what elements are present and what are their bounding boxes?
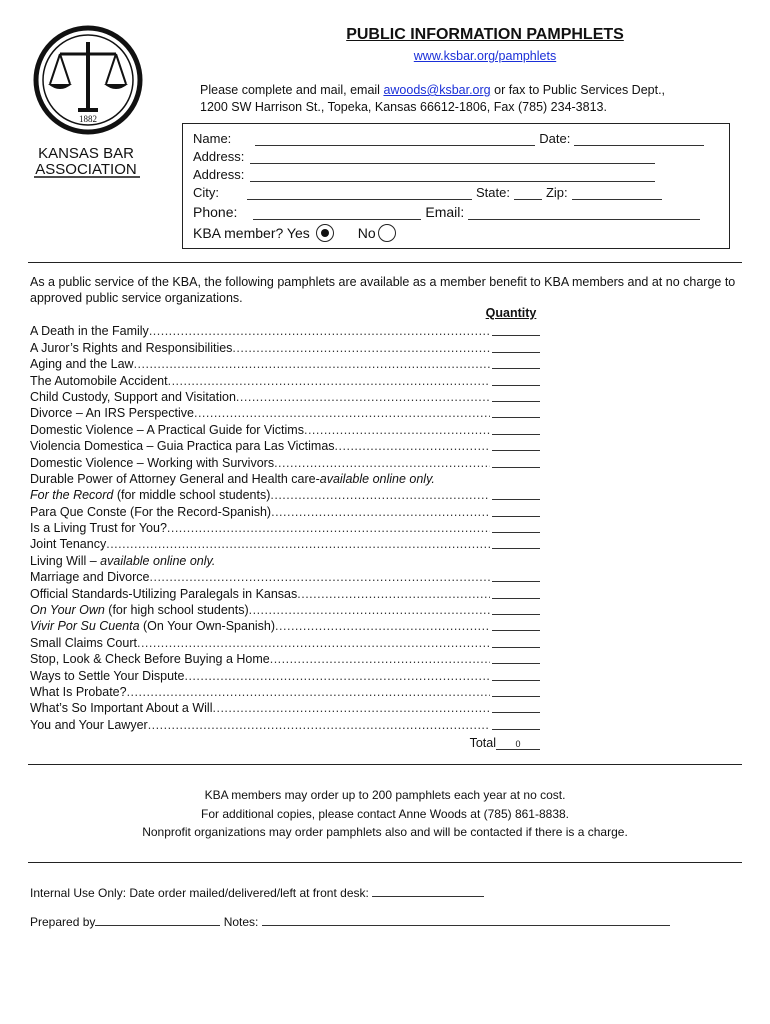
dot-leader [150, 570, 491, 584]
pamphlet-row [30, 355, 540, 371]
quantity-field[interactable] [492, 406, 540, 418]
address2-label: Address: [193, 167, 245, 182]
pamphlet-row [30, 371, 540, 387]
city-label: City: [193, 185, 219, 200]
instructions: Please complete and mail, email awoods@ksbar.org or fax to Public Services Dept., 1200 SW Harrison St., Topeka, Kansas 66612-1806, Fax (785) 234-3813. [200, 83, 666, 114]
pamphlet-row [30, 601, 540, 617]
quantity-field[interactable] [492, 652, 540, 664]
member-label: KBA member? Yes [193, 225, 310, 241]
pamphlet-title: Domestic Violence – A Practical Guide for Victims [30, 422, 304, 437]
quantity-field[interactable] [492, 570, 540, 582]
zip-label: Zip: [545, 185, 568, 200]
pamphlet-row [30, 551, 540, 567]
pamphlet-title: Ways to Settle Your Dispute [30, 668, 185, 683]
quantity-field[interactable] [492, 587, 540, 599]
pamphlet-row [30, 404, 540, 420]
pamphlet-row [30, 650, 540, 666]
pamphlet-title: Domestic Violence – Working with Survivors [30, 455, 275, 470]
dot-leader [274, 456, 490, 470]
pamphlet-row [30, 699, 540, 715]
prepared-by: Prepared by Notes: [30, 915, 670, 929]
quantity-field[interactable] [492, 374, 540, 386]
dot-leader [148, 718, 490, 732]
date-field[interactable] [574, 133, 704, 146]
member-no-radio[interactable] [378, 224, 396, 242]
quantity-field[interactable] [492, 341, 540, 353]
pamphlet-row [30, 470, 540, 486]
pamphlet-title: Stop, Look & Check Before Buying a Home [30, 652, 270, 667]
date-mailed-field[interactable] [372, 886, 484, 897]
pamphlet-title: Is a Living Trust for You? [30, 521, 167, 536]
logo-line1: KANSAS BAR [38, 145, 134, 162]
pamphlet-title: The Automobile Accident [30, 373, 168, 388]
pamphlet-row [30, 584, 540, 600]
pamphlet-row [30, 502, 540, 518]
address1-field[interactable] [250, 151, 655, 164]
quantity-field[interactable] [492, 619, 540, 631]
pamphlet-row [30, 568, 540, 584]
dot-leader [213, 701, 491, 715]
pamphlet-row [30, 535, 540, 551]
pamphlets-link[interactable]: www.ksbar.org/pamphlets [413, 49, 557, 63]
state-label: State: [476, 185, 510, 200]
contact-box [182, 123, 730, 249]
quantity-field[interactable] [492, 636, 540, 648]
member-no-label: No [357, 225, 376, 241]
dot-leader [304, 423, 490, 437]
intro-text: As a public service of the KBA, the following pamphlets are available as a member benefit to KBA members and at no charge to approved public service organizations. [30, 275, 736, 305]
pamphlet-title: You and Your Lawyer [30, 717, 148, 732]
address2-field[interactable] [250, 169, 655, 182]
pamphlet-row [30, 617, 540, 633]
quantity-field[interactable] [492, 537, 540, 549]
pamphlet-title: Durable Power of Attorney General and Health care-available online only. [30, 471, 435, 486]
dot-leader [270, 652, 490, 666]
dot-leader [271, 505, 490, 519]
pamphlet-row [30, 666, 540, 682]
quantity-field[interactable] [492, 439, 540, 451]
pamphlet-title: On Your Own (for high school students) [30, 603, 249, 618]
pamphlet-row [30, 388, 540, 404]
total-row: Total 0 [420, 736, 540, 750]
dot-leader [184, 669, 490, 683]
quantity-field[interactable] [492, 324, 540, 336]
pamphlet-row [30, 715, 540, 731]
footer-line: For additional copies, please contact Anne Woods at (785) 861-8838. [200, 806, 569, 821]
dot-leader [127, 685, 490, 699]
internal-use: Internal Use Only: Date order mailed/delivered/left at front desk: [30, 886, 484, 900]
phone-label: Phone: [193, 204, 238, 220]
dot-leader [297, 587, 490, 601]
quantity-field[interactable] [492, 669, 540, 681]
quantity-field[interactable] [492, 390, 540, 402]
dot-leader [249, 603, 490, 617]
footer-line: Nonprofit organizations may order pamphlets also and will be contacted if there is a charge. [142, 825, 628, 839]
pamphlet-row [30, 338, 540, 354]
divider [28, 764, 742, 765]
dot-leader [194, 406, 490, 420]
quantity-field[interactable] [492, 685, 540, 697]
date-label: Date: [539, 131, 571, 146]
footer-notes [28, 786, 742, 842]
pamphlet-title: Joint Tenancy [30, 537, 107, 552]
pamphlet-list [30, 322, 540, 732]
pamphlet-title: A Death in the Family [30, 324, 149, 339]
total-value: 0 [496, 739, 540, 750]
logo-line2: ASSOCIATION [35, 161, 137, 178]
pamphlet-title: Violencia Domestica – Guia Practica para Las Victimas [30, 439, 335, 454]
pamphlet-title: Official Standards-Utilizing Paralegals in Kansas [30, 586, 298, 601]
dot-leader [168, 374, 490, 388]
quantity-field[interactable] [492, 701, 540, 713]
quantity-field[interactable] [492, 505, 540, 517]
pamphlet-title: Vivir Por Su Cuenta (On Your Own-Spanish) [30, 619, 276, 634]
pamphlet-row [30, 322, 540, 338]
dot-leader [106, 537, 490, 551]
pamphlet-row [30, 453, 540, 469]
notes-field[interactable] [262, 915, 670, 926]
pamphlet-row [30, 420, 540, 436]
email-label: Email: [425, 204, 465, 220]
email-link[interactable]: awoods@ksbar.org [383, 83, 491, 97]
quantity-field[interactable] [492, 521, 540, 533]
pamphlet-row [30, 486, 540, 502]
member-yes-radio[interactable] [316, 224, 334, 242]
pamphlet-title: Small Claims Court [30, 635, 137, 650]
quantity-field[interactable] [492, 456, 540, 468]
dot-leader [335, 439, 490, 453]
dot-leader [236, 390, 490, 404]
city-field[interactable] [247, 187, 472, 200]
divider [28, 862, 742, 863]
pamphlet-row [30, 519, 540, 535]
email-field[interactable] [468, 207, 700, 220]
state-field[interactable] [514, 187, 542, 200]
pamphlet-title: Marriage and Divorce [30, 570, 150, 585]
prepared-by-field[interactable] [95, 915, 220, 926]
pamphlet-title: Child Custody, Support and Visitation [30, 389, 236, 404]
dot-leader [137, 636, 490, 650]
pamphlet-title: Para Que Conste (For the Record-Spanish) [30, 504, 272, 519]
pamphlet-row [30, 633, 540, 649]
dot-leader [275, 619, 490, 633]
quantity-header: Quantity [485, 306, 537, 320]
quantity-field[interactable] [492, 718, 540, 730]
divider [28, 262, 742, 263]
dot-leader [149, 324, 490, 338]
pamphlet-title: Living Will – available online only. [30, 553, 216, 568]
name-label: Name: [193, 131, 232, 146]
quantity-field[interactable] [492, 423, 540, 435]
pamphlet-title: Divorce – An IRS Perspective [30, 406, 194, 421]
pamphlet-row [30, 683, 540, 699]
pamphlet-title: What Is Probate? [30, 684, 127, 699]
page-title: PUBLIC INFORMATION PAMPHLETS [346, 26, 624, 43]
quantity-field[interactable] [492, 603, 540, 615]
quantity-field[interactable] [492, 357, 540, 369]
pamphlet-title: What’s So Important About a Will [30, 701, 213, 716]
address1-label: Address: [193, 149, 245, 164]
name-field[interactable] [255, 133, 535, 146]
kba-logo [28, 22, 148, 184]
dot-leader [167, 521, 490, 535]
phone-field[interactable] [253, 207, 421, 220]
pamphlet-title: For the Record (for middle school students) [30, 488, 271, 503]
dot-leader [134, 357, 490, 371]
footer-line: KBA members may order up to 200 pamphlets each year at no cost. [204, 788, 566, 802]
pamphlet-title: A Juror’s Rights and Responsibilities [30, 340, 233, 355]
quantity-field[interactable] [492, 488, 540, 500]
zip-field[interactable] [572, 187, 662, 200]
pamphlet-title: Aging and the Law [30, 357, 134, 372]
logo-year: 1882 [79, 114, 97, 124]
dot-leader [232, 341, 490, 355]
pamphlet-row [30, 437, 540, 453]
dot-leader [270, 488, 490, 502]
